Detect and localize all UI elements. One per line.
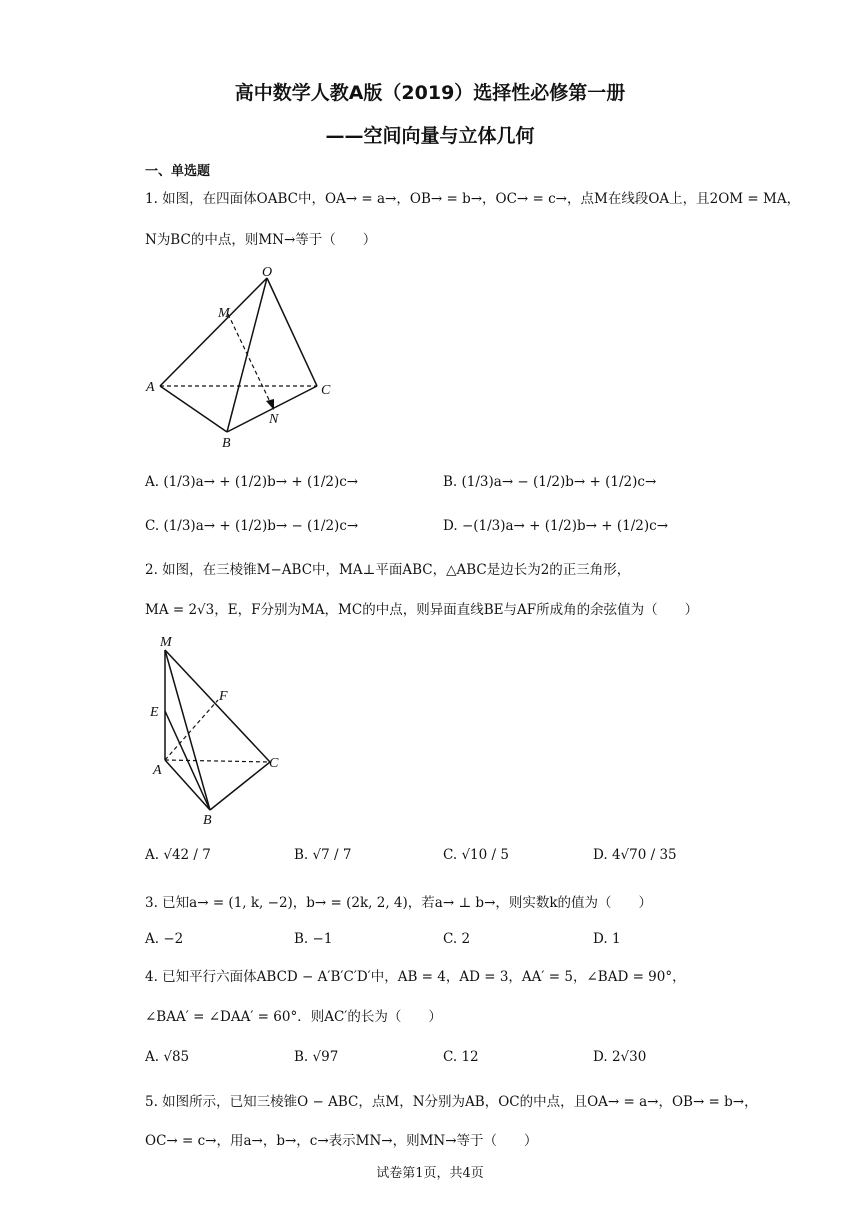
figure-2-label-C: C xyxy=(269,756,279,771)
q1-option-d[interactable]: D. −(1/3)a→ + (1/2)b→ + (1/2)c→ xyxy=(443,518,669,534)
figure-1-label-C: C xyxy=(321,383,331,398)
q3-option-b[interactable]: B. −1 xyxy=(294,931,333,947)
question-2-line-1: 2. 如图，在三棱锥M−ABC中，MA⊥平面ABC，△ABC是边长为2的正三角形， xyxy=(145,562,631,578)
edge-AB xyxy=(160,386,227,432)
figure-2-label-E: E xyxy=(150,705,159,720)
question-4-line-2: ∠BAA′ = ∠DAA′ = 60°．则AC′的长为（ ） xyxy=(145,1009,442,1025)
figure-1-label-M: M xyxy=(218,306,230,321)
arrowhead-icon xyxy=(266,399,274,410)
q1-option-c[interactable]: C. (1/3)a→ + (1/2)b→ − (1/2)c→ xyxy=(145,518,359,534)
q1-option-b[interactable]: B. (1/3)a→ − (1/2)b→ + (1/2)c→ xyxy=(443,474,657,490)
q4-option-d[interactable]: D. 2√30 xyxy=(593,1049,647,1065)
question-5-line-2: OC→ = c→，用a→，b→，c→表示MN→，则MN→等于（ ） xyxy=(145,1133,538,1149)
q2-option-c[interactable]: C. √10 / 5 xyxy=(443,847,509,863)
figure-2-label-A: A xyxy=(153,763,162,778)
q2-option-d[interactable]: D. 4√70 / 35 xyxy=(593,847,677,863)
figure-2-label-M: M xyxy=(160,635,172,650)
q4-option-c[interactable]: C. 12 xyxy=(443,1049,479,1065)
q3-option-d[interactable]: D. 1 xyxy=(593,931,621,947)
figure-1-label-A: A xyxy=(146,380,155,395)
question-2-line-2: MA = 2√3，E，F分别为MA，MC的中点，则异面直线BE与AF所成角的余弦值为（ ） xyxy=(145,602,699,618)
page-subtitle: ——空间向量与立体几何 xyxy=(325,125,535,147)
figure-1-label-N: N xyxy=(269,412,279,427)
figure-1-label-B: B xyxy=(222,436,231,451)
q4-option-b[interactable]: B. √97 xyxy=(294,1049,339,1065)
edge-OC xyxy=(267,278,317,386)
section-heading: 一、单选题 xyxy=(145,164,211,179)
q3-option-a[interactable]: A. −2 xyxy=(145,931,184,947)
edge-AC-hidden xyxy=(165,760,270,762)
figure-2-label-F: F xyxy=(219,689,228,704)
edge-BC xyxy=(210,762,270,810)
pyramid-figure-2 xyxy=(145,628,295,828)
q4-option-a[interactable]: A. √85 xyxy=(145,1049,190,1065)
page-footer: 试卷第1页，共4页 xyxy=(376,1166,484,1181)
question-4-line-1: 4. 已知平行六面体ABCD − A′B′C′D′中，AB = 4，AD = 3，AA′ = 5，∠BAD = 90°， xyxy=(145,969,686,985)
question-1-line-2: N为BC的中点，则MN→等于（ ） xyxy=(145,232,377,248)
page-title: 高中数学人教A版（2019）选择性必修第一册 xyxy=(234,82,626,104)
tetrahedron-figure-1 xyxy=(140,262,340,452)
edge-OA xyxy=(160,278,267,386)
question-5-line-1: 5. 如图所示，已知三棱锥O − ABC，点M，N分别为AB，OC的中点，且OA→ = a→，OB→ = b→， xyxy=(145,1094,758,1110)
q2-option-a[interactable]: A. √42 / 7 xyxy=(145,847,211,863)
q3-option-c[interactable]: C. 2 xyxy=(443,931,471,947)
q2-option-b[interactable]: B. √7 / 7 xyxy=(294,847,352,863)
figure-2-label-B: B xyxy=(203,813,212,828)
q1-option-a[interactable]: A. (1/3)a→ + (1/2)b→ + (1/2)c→ xyxy=(145,474,359,490)
question-3-line-1: 3. 已知a→ = (1, k, −2)，b→ = (2k, 2, 4)，若a→ ⊥ b→，则实数k的值为（ ） xyxy=(145,895,653,911)
question-1-line-1: 1. 如图，在四面体OABC中，OA→ = a→，OB→ = b→，OC→ = c→，点M在线段OA上，且2OM = MA， xyxy=(145,191,801,207)
vector-MN xyxy=(228,314,272,406)
figure-1-label-O: O xyxy=(262,265,273,280)
